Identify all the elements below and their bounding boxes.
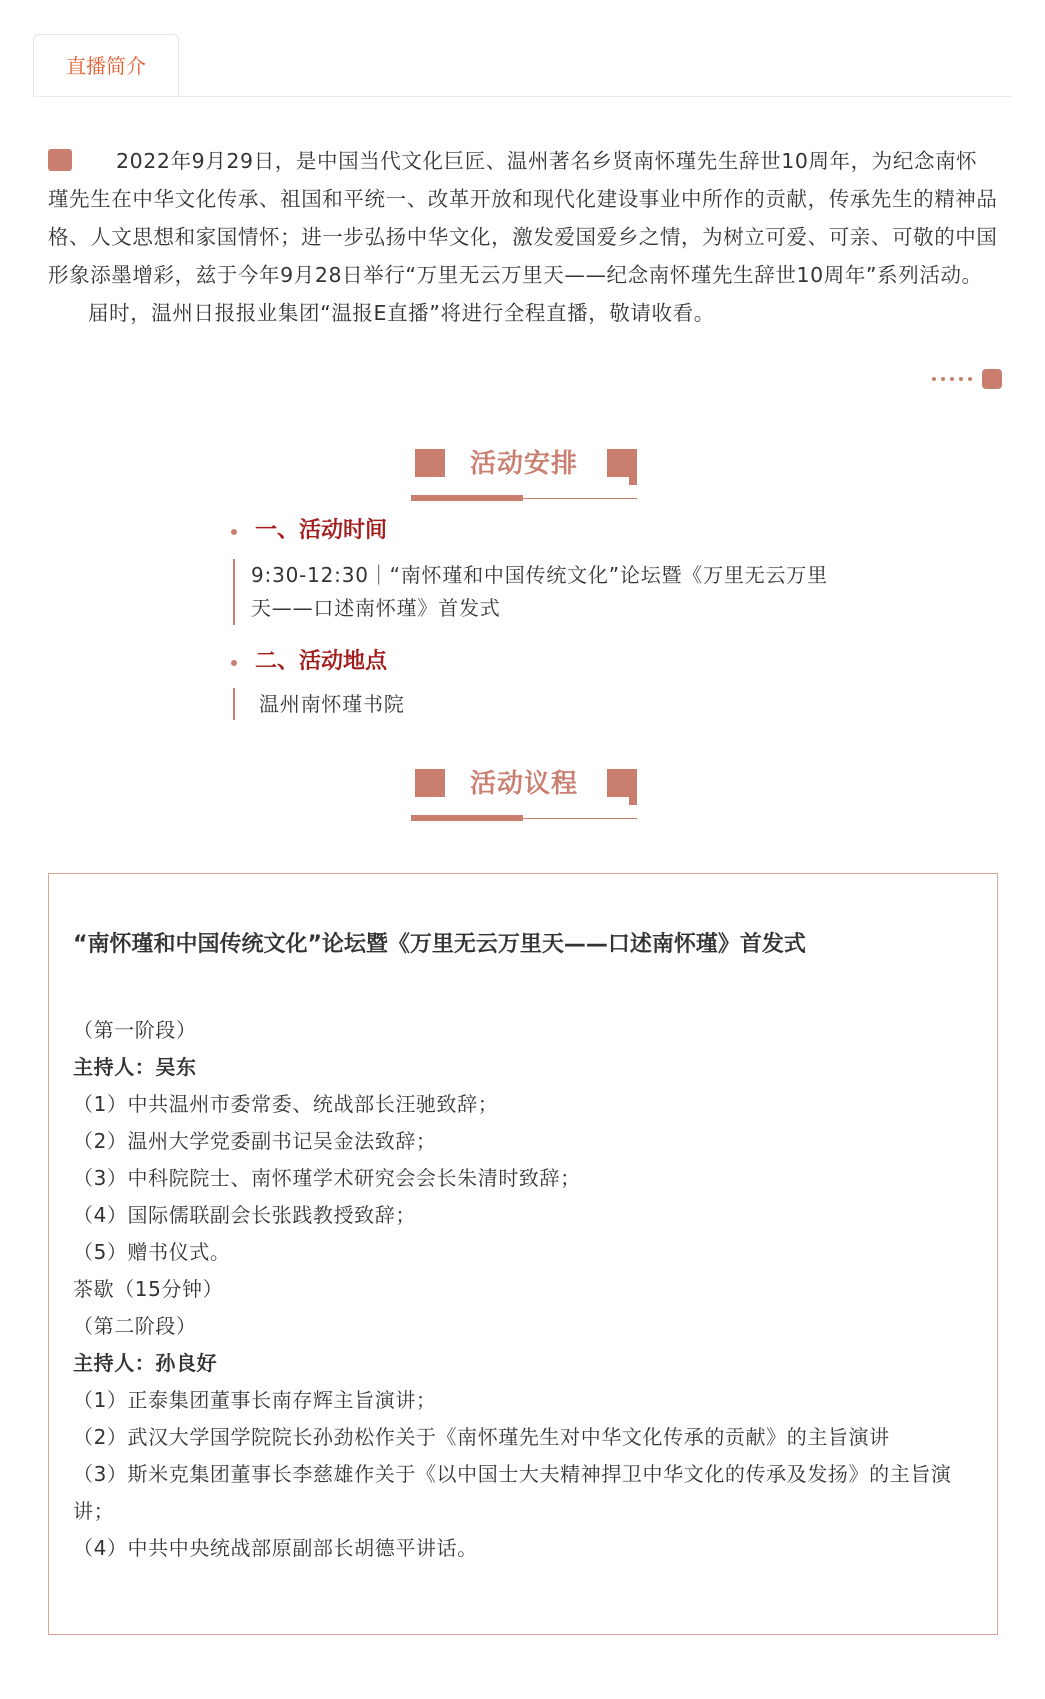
- tab-bar: [33, 0, 1012, 97]
- intro-section: [48, 142, 998, 332]
- agenda-item: （1）中共温州市委常委、统战部长汪驰致辞；: [73, 1092, 499, 1116]
- time-detail: 9:30-12:30｜“南怀瑾和中国传统文化”论坛暨《万里无云万里天——口述南怀瑾》首发式: [233, 559, 831, 625]
- agenda-host: 主持人：孙良好: [73, 1351, 218, 1375]
- agenda-item: （3）中科院院士、南怀瑾学术研究会会长朱清时致辞；: [73, 1166, 581, 1190]
- agenda-item: （第一阶段）: [73, 1018, 197, 1042]
- agenda-item: （4）国际儒联副会长张践教授致辞；: [73, 1203, 416, 1227]
- intro-paragraph-2: 届时，温州日报报业集团“温报E直播”将进行全程直播，敬请收看。: [88, 301, 715, 325]
- place-heading: 二、活动地点: [233, 647, 387, 677]
- decorative-dots-icon: [932, 369, 1002, 389]
- agenda-host: 主持人：吴东: [73, 1055, 197, 1079]
- section-header-arrangement: [411, 445, 637, 505]
- agenda-item: （5）赠书仪式。: [73, 1240, 231, 1264]
- tab-live-intro[interactable]: 直播简介: [33, 34, 179, 96]
- agenda-event-title: “南怀瑾和中国传统文化”论坛暨《万里无云万里天——口述南怀瑾》首发式: [73, 932, 806, 957]
- agenda-box: [48, 873, 998, 1635]
- intro-paragraph-1: 2022年9月29日，是中国当代文化巨匠、温州著名乡贤南怀瑾先生辞世10周年，为纪念南怀瑾先生在中华文化传承、祖国和平统一、改革开放和现代化建设事业中所作的贡献，传承先生的精神品格、人文思想和家国情怀；进一步弘扬中华文化，激发爱国爱乡之情，为树立可爱、可亲、可敬的中国形象添墨增彩，兹于今年9月28日举行“万里无云万里天——纪念南怀瑾先生辞世10周年”系列活动。: [48, 149, 998, 287]
- section-header-agenda: [411, 765, 637, 825]
- agenda-item: （1）正泰集团董事长南存辉主旨演讲；: [73, 1388, 437, 1412]
- agenda-item: （第二阶段）: [73, 1314, 197, 1338]
- section-title: 活动议程: [469, 769, 578, 799]
- time-heading: 一、活动时间: [233, 516, 387, 546]
- agenda-item: （2）武汉大学国学院院长孙劲松作关于《南怀瑾先生对中华文化传承的贡献》的主旨演讲: [73, 1425, 890, 1449]
- agenda-item: （4）中共中央统战部原副部长胡德平讲话。: [73, 1536, 478, 1560]
- paragraph-marker-icon: [48, 149, 72, 171]
- place-detail: 温州南怀瑾书院: [233, 688, 839, 720]
- section-title: 活动安排: [469, 449, 578, 479]
- agenda-item: 茶歇（15分钟）: [73, 1277, 224, 1301]
- agenda-item: （3）斯米克集团董事长李慈雄作关于《以中国士大夫精神捍卫中华文化的传承及发扬》的主旨演讲；: [73, 1462, 952, 1523]
- agenda-item: （2）温州大学党委副书记吴金法致辞；: [73, 1129, 437, 1153]
- agenda-list: [73, 1012, 973, 1567]
